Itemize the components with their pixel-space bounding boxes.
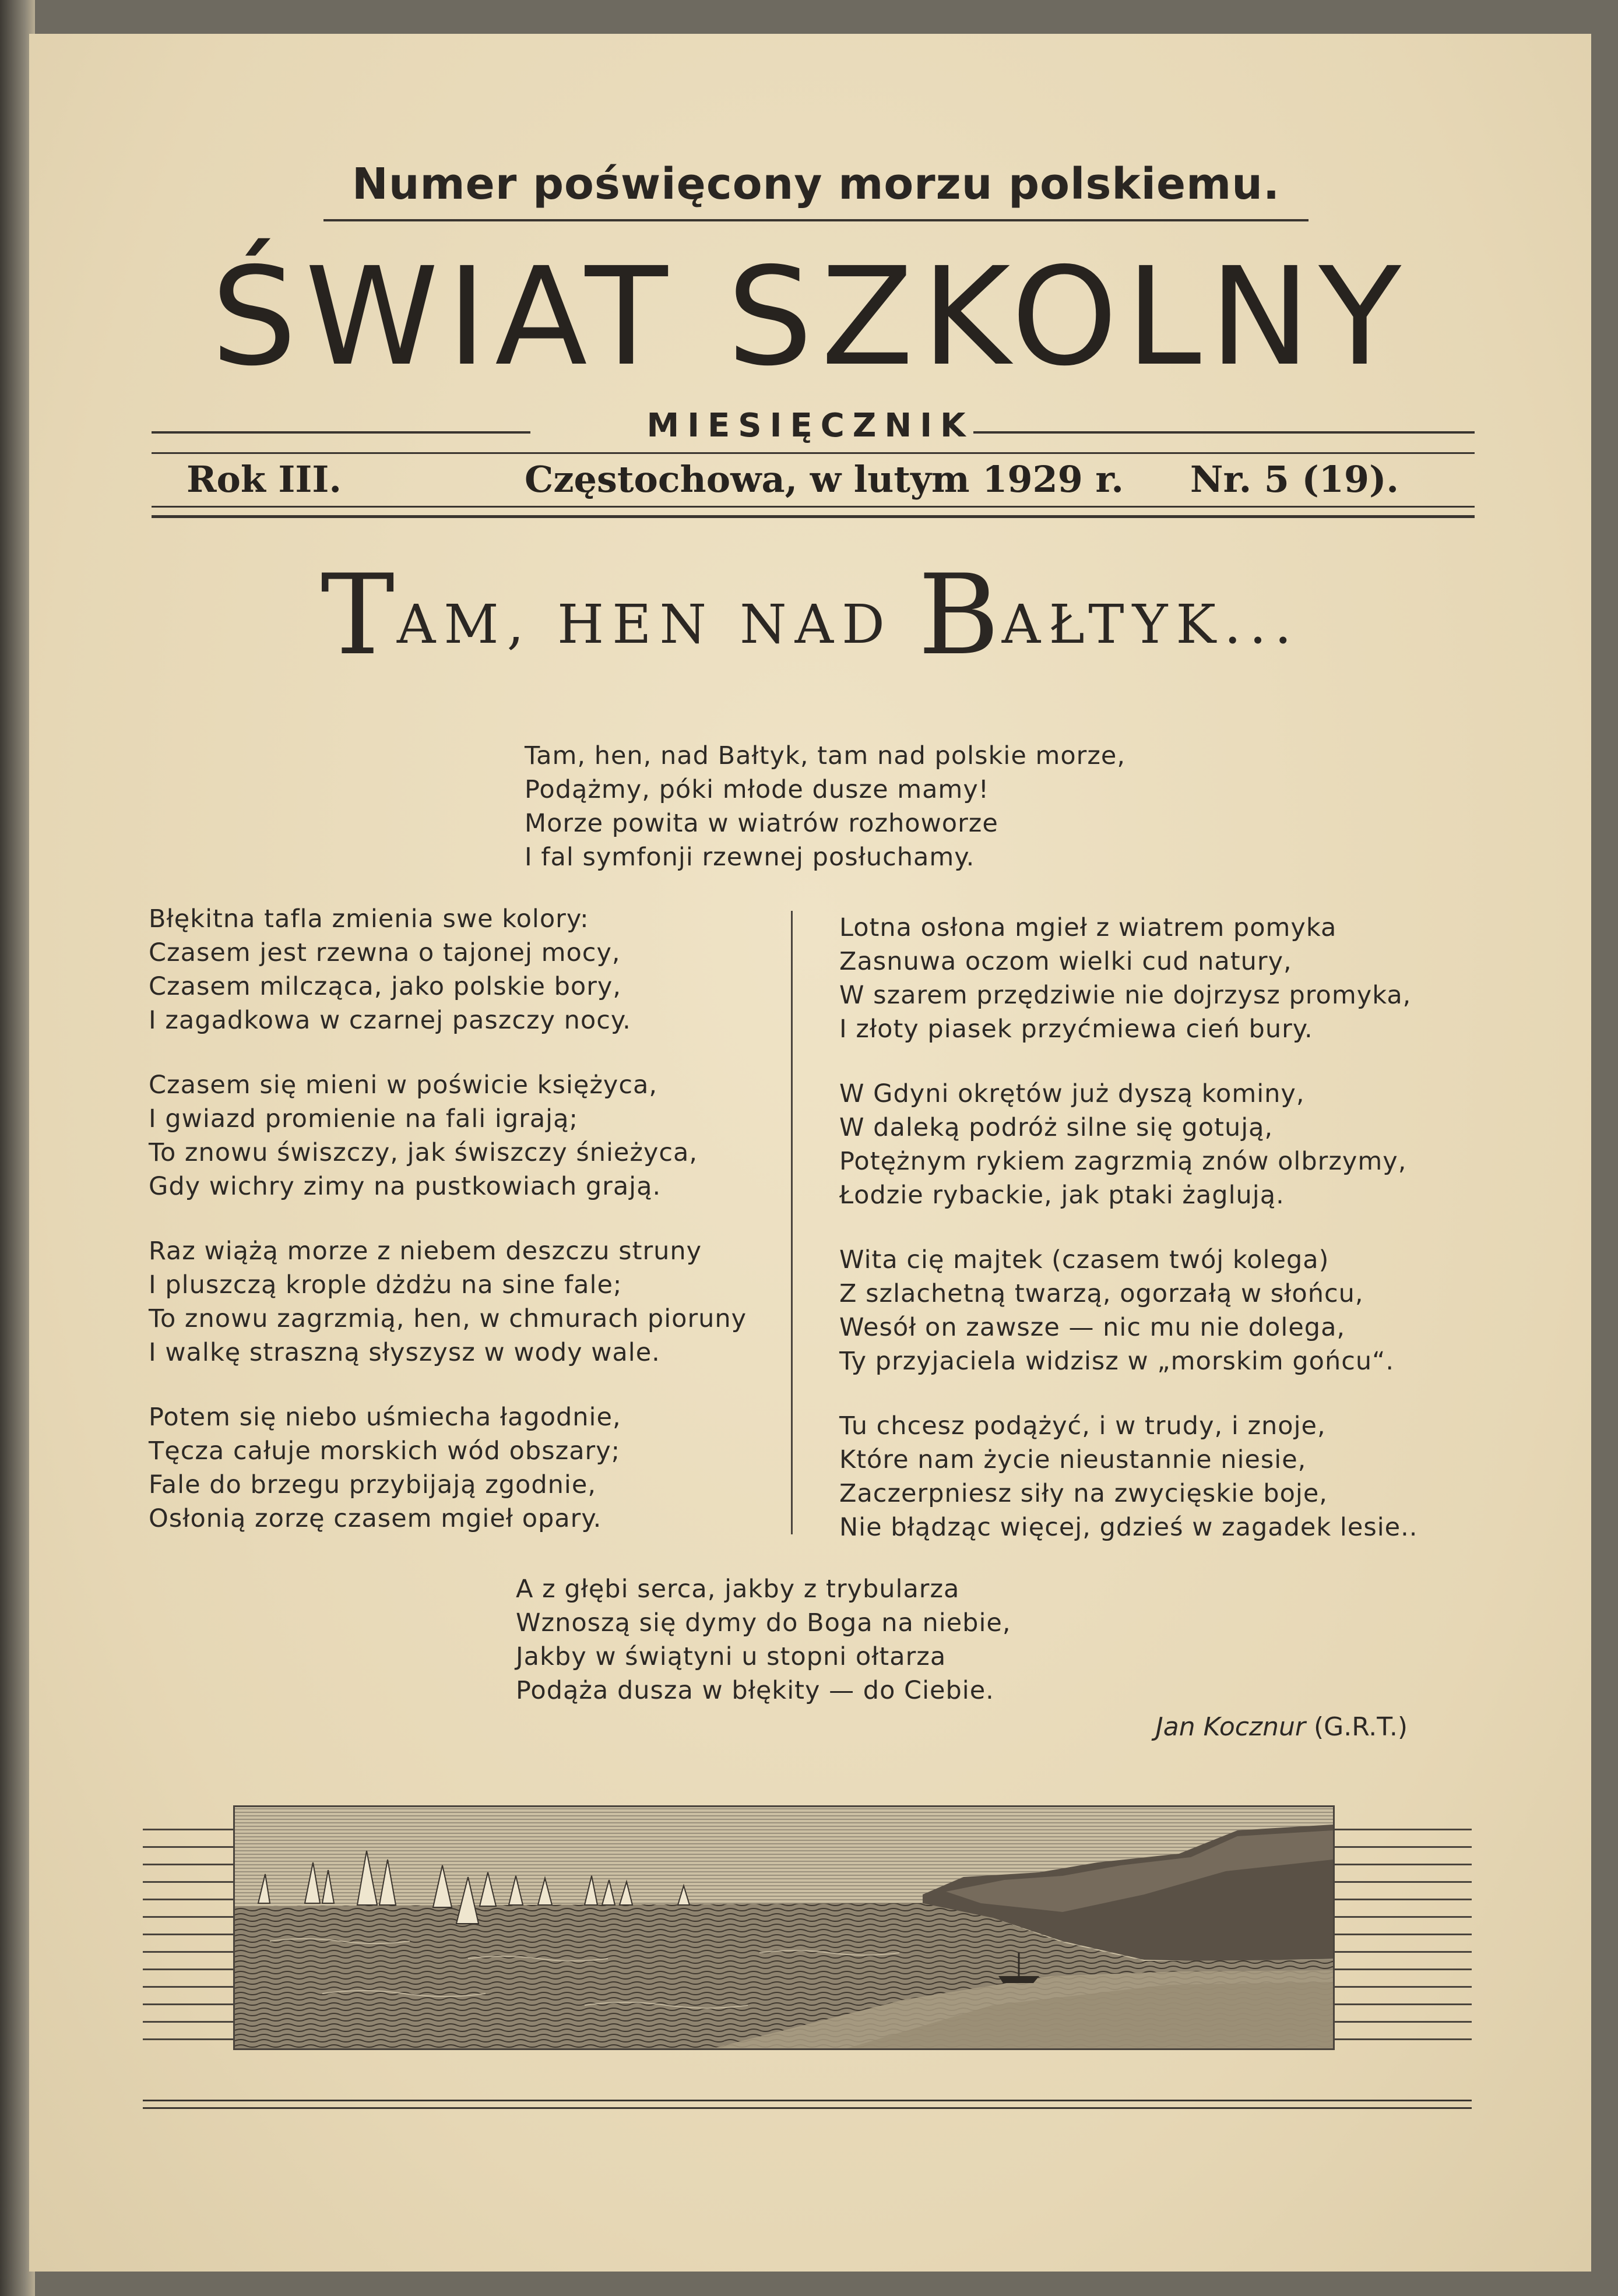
verse-line: Podążmy, póki młode dusze mamy! [525,775,990,804]
verse-line: Nie błądząc więcej, gdzieś w zagadek lesie.. [839,1513,1418,1542]
verse-line: Jakby w świątyni u stopni ołtarza [516,1642,947,1671]
poem-intro-stanza [525,739,1125,874]
verse-line: A z głębi serca, jakby z trybularza [516,1575,960,1604]
verse-line: I złoty piasek przyćmiewa cień bury. [839,1015,1313,1044]
verse-line: Tam, hen, nad Bałtyk, tam nad polskie morze, [525,741,1126,770]
seascape-engraving-illustration [233,1805,1335,2050]
verse-line: Wznoszą się dymy do Boga na niebie, [516,1608,1011,1638]
volume-year: Rok III. [187,458,342,501]
verse-line: I zagadkowa w czarnej paszczy nocy. [149,1006,631,1035]
seascape-svg [235,1807,1333,2048]
dedication-underline [323,219,1309,221]
poem-signature [1156,1712,1408,1742]
verse-line: I gwiazd promienie na fali igrają; [149,1104,578,1133]
masthead-subtitle: MIESIĘCZNIK [646,407,974,445]
infobar-top-rule [152,452,1475,454]
poem-left-stanza-2 [149,1068,698,1203]
verse-line: Zaczerpniesz siły na zwycięskie boje, [839,1479,1328,1508]
bottom-rule [143,2107,1472,2109]
verse-line: Osłonią zorzę czasem mgieł opary. [149,1504,602,1533]
verse-line: I pluszczą krople dżdżu na sine fale; [149,1270,622,1300]
author-name: Jan Kocznur [1155,1712,1306,1742]
dedication-line: Numer poświęcony morzu polskiemu. [351,159,1281,209]
verse-line: Podąża dusza w błękity — do Ciebie. [516,1676,994,1705]
bottom-rule [143,2100,1472,2101]
column-divider [791,911,793,1534]
magazine-page [29,34,1591,2272]
verse-line: Wesół on zawsze — nic mu nie dolega, [839,1313,1346,1342]
poem-title-initial-t: T [321,551,397,679]
masthead-title: ŚWIAT SZKOLNY [210,238,1409,396]
verse-line: W szarem przędziwie nie dojrzysz promyka, [839,981,1412,1010]
verse-line: Błękitna tafla zmienia swe kolory: [149,904,589,934]
verse-line: Czasem się mieni w poświcie księżyca, [149,1070,658,1100]
verse-line: Zasnuwa oczom wielki cud natury, [839,947,1292,976]
infobar-bottom-rule-thick [152,515,1475,518]
verse-line: Z szlachetną twarzą, ogorzałą w słońcu, [839,1279,1364,1308]
author-note: (G.R.T.) [1313,1712,1408,1742]
verse-line: To znowu zagrzmią, hen, w chmurach pioruny [149,1304,747,1333]
verse-line: Lotna osłona mgieł z wiatrem pomyka [839,913,1337,942]
dateline: Częstochowa, w lutym 1929 r. [525,458,1124,501]
verse-line: W Gdyni okrętów już dyszą kominy, [839,1079,1305,1108]
poem-right-stanza-4 [839,1409,1417,1544]
verse-line: W daleką podróż silne się gotują, [839,1113,1274,1142]
verse-line: Potężnym rykiem zagrzmią znów olbrzymy, [839,1147,1407,1176]
verse-line: Raz wiążą morze z niebem deszczu struny [149,1237,702,1266]
issue-number: Nr. 5 (19). [1190,458,1399,501]
verse-line: Tu chcesz podążyć, i w trudy, i znoje, [839,1411,1326,1441]
poem-title-initial-b: B [918,551,1002,679]
poem-left-stanza-1 [149,902,631,1037]
verse-line: Czasem jest rzewna o tajonej mocy, [149,938,621,967]
verse-line: I fal symfonji rzewnej posłuchamy. [525,843,975,872]
verse-line: Tęcza całuje morskich wód obszary; [149,1436,621,1466]
verse-line: Ty przyjaciela widzisz w „morskim gońcu“. [839,1347,1395,1376]
masthead-rule-right [973,431,1475,434]
verse-line: Wita cię majtek (czasem twój kolega) [839,1245,1329,1274]
verse-line: I walkę straszną słyszysz w wody wale. [149,1338,660,1367]
infobar-bottom-rule [152,506,1475,508]
poem-title-part2: AŁTYK... [1001,593,1300,656]
poem-right-stanza-1 [839,911,1411,1046]
verse-line: Łodzie rybackie, jak ptaki żaglują. [839,1181,1285,1210]
verse-line: To znowu świszczy, jak świszczy śnieżyca, [149,1138,698,1167]
poem-title [29,551,1591,679]
poem-right-stanza-3 [839,1243,1394,1378]
verse-line: Morze powita w wiatrów rozhoworze [525,809,998,838]
verse-line: Które nam życie nieustannie niesie, [839,1445,1307,1474]
poem-right-stanza-2 [839,1077,1406,1212]
poem-left-stanza-4 [149,1400,621,1536]
poem-final-stanza [516,1572,1011,1707]
poem-left-stanza-3 [149,1234,747,1369]
verse-line: Fale do brzegu przybijają zgodnie, [149,1470,596,1499]
verse-line: Gdy wichry zimy na pustkowiach grają. [149,1172,662,1201]
verse-line: Potem się niebo uśmiecha łagodnie, [149,1403,621,1432]
poem-title-part1: AM, HEN NAD [396,593,919,656]
verse-line: Czasem milcząca, jako polskie bory, [149,972,621,1001]
